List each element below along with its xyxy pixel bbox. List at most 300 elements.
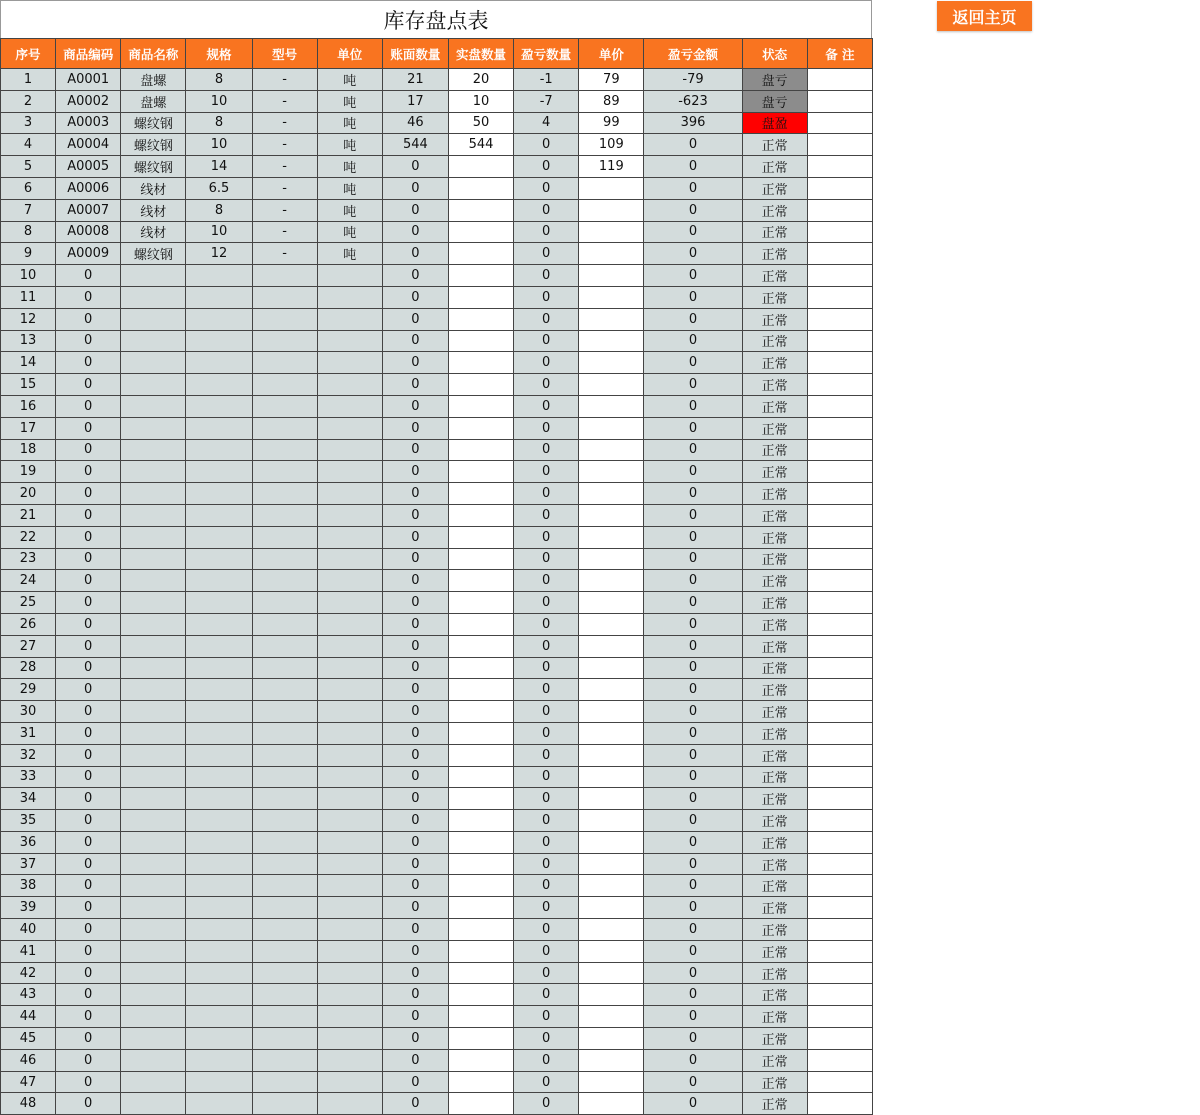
cell-spec[interactable] (186, 788, 252, 810)
cell-index[interactable]: 37 (1, 853, 56, 875)
cell-diff-amount[interactable]: 0 (644, 504, 742, 526)
cell-remark[interactable] (807, 657, 872, 679)
cell-status[interactable]: 正常 (742, 395, 807, 417)
cell-unit[interactable] (317, 286, 382, 308)
cell-index[interactable]: 38 (1, 875, 56, 897)
cell-model[interactable] (252, 417, 317, 439)
cell-model[interactable] (252, 613, 317, 635)
cell-actual-qty[interactable]: 20 (448, 69, 513, 91)
cell-index[interactable]: 41 (1, 940, 56, 962)
col-header-index[interactable]: 序号 (1, 39, 56, 69)
cell-spec[interactable]: 8 (186, 199, 252, 221)
cell-diff-amount[interactable]: 0 (644, 853, 742, 875)
cell-actual-qty[interactable] (448, 613, 513, 635)
cell-code[interactable]: 0 (56, 439, 121, 461)
cell-name[interactable]: 螺纹钢 (121, 112, 186, 134)
cell-book-qty[interactable]: 0 (382, 352, 448, 374)
cell-unit-price[interactable] (579, 1093, 644, 1115)
cell-actual-qty[interactable] (448, 831, 513, 853)
cell-actual-qty[interactable] (448, 592, 513, 614)
cell-book-qty[interactable]: 0 (382, 1028, 448, 1050)
cell-book-qty[interactable]: 0 (382, 962, 448, 984)
cell-actual-qty[interactable] (448, 744, 513, 766)
cell-unit[interactable]: 吨 (317, 69, 382, 91)
cell-status[interactable]: 正常 (742, 1049, 807, 1071)
cell-diff-amount[interactable]: 0 (644, 243, 742, 265)
cell-unit-price[interactable] (579, 701, 644, 723)
cell-remark[interactable] (807, 374, 872, 396)
cell-actual-qty[interactable] (448, 766, 513, 788)
cell-unit[interactable] (317, 352, 382, 374)
cell-diff-amount[interactable]: 0 (644, 722, 742, 744)
cell-unit-price[interactable] (579, 613, 644, 635)
cell-remark[interactable] (807, 919, 872, 941)
return-home-button[interactable]: 返回主页 (937, 1, 1032, 31)
cell-unit[interactable]: 吨 (317, 221, 382, 243)
cell-name[interactable] (121, 1093, 186, 1115)
cell-book-qty[interactable]: 0 (382, 308, 448, 330)
cell-actual-qty[interactable] (448, 1093, 513, 1115)
cell-diff-qty[interactable]: 0 (514, 984, 579, 1006)
cell-code[interactable]: A0004 (56, 134, 121, 156)
cell-unit-price[interactable] (579, 570, 644, 592)
cell-status[interactable]: 正常 (742, 984, 807, 1006)
cell-actual-qty[interactable] (448, 308, 513, 330)
cell-book-qty[interactable]: 0 (382, 788, 448, 810)
cell-actual-qty[interactable] (448, 243, 513, 265)
cell-unit[interactable] (317, 679, 382, 701)
cell-actual-qty[interactable]: 50 (448, 112, 513, 134)
cell-spec[interactable] (186, 417, 252, 439)
cell-unit-price[interactable] (579, 722, 644, 744)
cell-book-qty[interactable]: 0 (382, 657, 448, 679)
cell-code[interactable]: 0 (56, 526, 121, 548)
cell-unit[interactable] (317, 265, 382, 287)
cell-unit[interactable] (317, 962, 382, 984)
cell-unit-price[interactable] (579, 374, 644, 396)
cell-remark[interactable] (807, 1006, 872, 1028)
cell-status[interactable]: 正常 (742, 1006, 807, 1028)
cell-spec[interactable] (186, 810, 252, 832)
cell-unit-price[interactable] (579, 265, 644, 287)
cell-code[interactable]: 0 (56, 1049, 121, 1071)
cell-model[interactable] (252, 286, 317, 308)
cell-model[interactable]: - (252, 243, 317, 265)
cell-model[interactable] (252, 962, 317, 984)
cell-code[interactable]: 0 (56, 286, 121, 308)
cell-diff-qty[interactable]: 0 (514, 395, 579, 417)
cell-diff-amount[interactable]: 0 (644, 374, 742, 396)
cell-book-qty[interactable]: 544 (382, 134, 448, 156)
cell-name[interactable] (121, 308, 186, 330)
cell-index[interactable]: 3 (1, 112, 56, 134)
cell-unit-price[interactable] (579, 897, 644, 919)
cell-unit[interactable] (317, 788, 382, 810)
cell-unit-price[interactable] (579, 1049, 644, 1071)
cell-spec[interactable] (186, 919, 252, 941)
cell-spec[interactable] (186, 526, 252, 548)
cell-status[interactable]: 正常 (742, 897, 807, 919)
cell-remark[interactable] (807, 265, 872, 287)
col-header-book-qty[interactable]: 账面数量 (382, 39, 448, 69)
col-header-remark[interactable]: 备 注 (807, 39, 872, 69)
cell-spec[interactable] (186, 679, 252, 701)
cell-index[interactable]: 16 (1, 395, 56, 417)
cell-book-qty[interactable]: 0 (382, 853, 448, 875)
cell-actual-qty[interactable] (448, 810, 513, 832)
cell-index[interactable]: 17 (1, 417, 56, 439)
cell-status[interactable]: 正常 (742, 352, 807, 374)
cell-spec[interactable] (186, 592, 252, 614)
cell-spec[interactable] (186, 744, 252, 766)
cell-index[interactable]: 48 (1, 1093, 56, 1115)
cell-status[interactable]: 正常 (742, 330, 807, 352)
cell-spec[interactable] (186, 853, 252, 875)
cell-diff-amount[interactable]: 0 (644, 897, 742, 919)
cell-name[interactable] (121, 374, 186, 396)
cell-spec[interactable] (186, 831, 252, 853)
cell-status[interactable]: 正常 (742, 1028, 807, 1050)
cell-remark[interactable] (807, 984, 872, 1006)
cell-diff-amount[interactable]: 0 (644, 352, 742, 374)
cell-index[interactable]: 30 (1, 701, 56, 723)
cell-unit[interactable]: 吨 (317, 156, 382, 178)
cell-code[interactable]: 0 (56, 483, 121, 505)
cell-index[interactable]: 6 (1, 177, 56, 199)
cell-name[interactable] (121, 1049, 186, 1071)
col-header-status[interactable]: 状态 (742, 39, 807, 69)
cell-unit-price[interactable] (579, 352, 644, 374)
cell-unit[interactable]: 吨 (317, 177, 382, 199)
cell-code[interactable]: A0009 (56, 243, 121, 265)
cell-actual-qty[interactable] (448, 919, 513, 941)
cell-spec[interactable]: 12 (186, 243, 252, 265)
cell-status[interactable]: 正常 (742, 1071, 807, 1093)
cell-actual-qty[interactable] (448, 156, 513, 178)
cell-spec[interactable] (186, 504, 252, 526)
cell-index[interactable]: 45 (1, 1028, 56, 1050)
cell-code[interactable]: 0 (56, 1028, 121, 1050)
cell-spec[interactable]: 10 (186, 221, 252, 243)
cell-index[interactable]: 34 (1, 788, 56, 810)
cell-remark[interactable] (807, 788, 872, 810)
cell-diff-amount[interactable]: 0 (644, 875, 742, 897)
cell-model[interactable] (252, 722, 317, 744)
cell-diff-qty[interactable]: 0 (514, 570, 579, 592)
cell-actual-qty[interactable] (448, 701, 513, 723)
cell-diff-qty[interactable]: 0 (514, 243, 579, 265)
cell-unit-price[interactable] (579, 1071, 644, 1093)
cell-diff-qty[interactable]: 4 (514, 112, 579, 134)
cell-diff-qty[interactable]: 0 (514, 1006, 579, 1028)
cell-diff-amount[interactable]: 0 (644, 439, 742, 461)
cell-diff-qty[interactable]: 0 (514, 701, 579, 723)
cell-code[interactable]: 0 (56, 592, 121, 614)
cell-spec[interactable] (186, 308, 252, 330)
cell-code[interactable]: 0 (56, 744, 121, 766)
cell-spec[interactable]: 14 (186, 156, 252, 178)
cell-name[interactable] (121, 788, 186, 810)
cell-remark[interactable] (807, 69, 872, 91)
cell-unit-price[interactable] (579, 657, 644, 679)
cell-diff-amount[interactable]: 0 (644, 461, 742, 483)
cell-unit-price[interactable] (579, 417, 644, 439)
cell-diff-amount[interactable]: 0 (644, 657, 742, 679)
cell-actual-qty[interactable] (448, 853, 513, 875)
cell-unit-price[interactable] (579, 1028, 644, 1050)
cell-name[interactable] (121, 1006, 186, 1028)
cell-unit-price[interactable] (579, 483, 644, 505)
cell-model[interactable] (252, 1006, 317, 1028)
cell-diff-amount[interactable]: 0 (644, 679, 742, 701)
cell-index[interactable]: 40 (1, 919, 56, 941)
cell-status[interactable]: 正常 (742, 243, 807, 265)
cell-name[interactable] (121, 962, 186, 984)
cell-remark[interactable] (807, 853, 872, 875)
cell-name[interactable] (121, 526, 186, 548)
cell-code[interactable]: 0 (56, 940, 121, 962)
cell-status[interactable]: 正常 (742, 940, 807, 962)
cell-code[interactable]: A0002 (56, 90, 121, 112)
cell-spec[interactable] (186, 395, 252, 417)
cell-model[interactable] (252, 461, 317, 483)
cell-unit[interactable] (317, 613, 382, 635)
cell-unit-price[interactable] (579, 395, 644, 417)
cell-model[interactable] (252, 1071, 317, 1093)
cell-name[interactable] (121, 919, 186, 941)
cell-unit[interactable] (317, 897, 382, 919)
cell-diff-qty[interactable]: 0 (514, 221, 579, 243)
cell-remark[interactable] (807, 221, 872, 243)
cell-name[interactable] (121, 483, 186, 505)
cell-unit-price[interactable] (579, 962, 644, 984)
cell-remark[interactable] (807, 330, 872, 352)
cell-spec[interactable] (186, 613, 252, 635)
cell-book-qty[interactable]: 0 (382, 919, 448, 941)
cell-spec[interactable] (186, 374, 252, 396)
cell-code[interactable]: 0 (56, 701, 121, 723)
cell-diff-qty[interactable]: 0 (514, 1049, 579, 1071)
cell-index[interactable]: 13 (1, 330, 56, 352)
cell-name[interactable] (121, 504, 186, 526)
cell-diff-amount[interactable]: 0 (644, 199, 742, 221)
cell-diff-qty[interactable]: 0 (514, 156, 579, 178)
cell-book-qty[interactable]: 0 (382, 679, 448, 701)
cell-unit-price[interactable] (579, 1006, 644, 1028)
cell-code[interactable]: 0 (56, 875, 121, 897)
cell-model[interactable] (252, 984, 317, 1006)
cell-code[interactable]: A0001 (56, 69, 121, 91)
cell-status[interactable]: 正常 (742, 483, 807, 505)
cell-unit-price[interactable] (579, 679, 644, 701)
cell-remark[interactable] (807, 504, 872, 526)
cell-actual-qty[interactable] (448, 352, 513, 374)
cell-actual-qty[interactable]: 544 (448, 134, 513, 156)
cell-name[interactable]: 盘螺 (121, 90, 186, 112)
cell-spec[interactable] (186, 962, 252, 984)
cell-unit-price[interactable] (579, 243, 644, 265)
cell-actual-qty[interactable] (448, 984, 513, 1006)
cell-status[interactable]: 盘亏 (742, 69, 807, 91)
cell-spec[interactable] (186, 1093, 252, 1115)
cell-diff-qty[interactable]: 0 (514, 199, 579, 221)
cell-remark[interactable] (807, 548, 872, 570)
cell-diff-amount[interactable]: -623 (644, 90, 742, 112)
cell-book-qty[interactable]: 0 (382, 199, 448, 221)
cell-name[interactable] (121, 875, 186, 897)
cell-book-qty[interactable]: 0 (382, 1006, 448, 1028)
cell-book-qty[interactable]: 0 (382, 439, 448, 461)
cell-index[interactable]: 27 (1, 635, 56, 657)
cell-index[interactable]: 9 (1, 243, 56, 265)
cell-spec[interactable] (186, 265, 252, 287)
cell-status[interactable]: 正常 (742, 1093, 807, 1115)
cell-status[interactable]: 盘亏 (742, 90, 807, 112)
cell-actual-qty[interactable] (448, 635, 513, 657)
cell-unit-price[interactable] (579, 461, 644, 483)
cell-diff-amount[interactable]: 0 (644, 984, 742, 1006)
col-header-diff-amount[interactable]: 盈亏金额 (644, 39, 742, 69)
cell-code[interactable]: 0 (56, 722, 121, 744)
col-header-code[interactable]: 商品编码 (56, 39, 121, 69)
cell-name[interactable] (121, 265, 186, 287)
cell-diff-qty[interactable]: 0 (514, 897, 579, 919)
cell-spec[interactable] (186, 635, 252, 657)
cell-actual-qty[interactable] (448, 395, 513, 417)
cell-diff-amount[interactable]: 0 (644, 635, 742, 657)
cell-remark[interactable] (807, 483, 872, 505)
cell-actual-qty[interactable] (448, 722, 513, 744)
cell-remark[interactable] (807, 177, 872, 199)
cell-index[interactable]: 7 (1, 199, 56, 221)
cell-remark[interactable] (807, 1049, 872, 1071)
cell-index[interactable]: 24 (1, 570, 56, 592)
cell-status[interactable]: 正常 (742, 199, 807, 221)
cell-index[interactable]: 29 (1, 679, 56, 701)
cell-unit[interactable] (317, 940, 382, 962)
cell-diff-amount[interactable]: 0 (644, 766, 742, 788)
cell-actual-qty[interactable] (448, 570, 513, 592)
cell-unit-price[interactable] (579, 766, 644, 788)
cell-unit[interactable] (317, 374, 382, 396)
cell-unit-price[interactable] (579, 526, 644, 548)
cell-diff-qty[interactable]: 0 (514, 548, 579, 570)
cell-model[interactable]: - (252, 69, 317, 91)
cell-model[interactable] (252, 548, 317, 570)
cell-code[interactable]: 0 (56, 962, 121, 984)
cell-remark[interactable] (807, 526, 872, 548)
cell-actual-qty[interactable] (448, 679, 513, 701)
cell-actual-qty[interactable] (448, 177, 513, 199)
cell-diff-amount[interactable]: 0 (644, 810, 742, 832)
cell-unit[interactable] (317, 744, 382, 766)
cell-unit[interactable] (317, 1006, 382, 1028)
cell-unit[interactable] (317, 417, 382, 439)
cell-name[interactable] (121, 395, 186, 417)
cell-index[interactable]: 31 (1, 722, 56, 744)
cell-book-qty[interactable]: 0 (382, 984, 448, 1006)
cell-diff-amount[interactable]: 0 (644, 330, 742, 352)
cell-book-qty[interactable]: 0 (382, 177, 448, 199)
cell-name[interactable] (121, 701, 186, 723)
cell-model[interactable] (252, 504, 317, 526)
cell-unit[interactable] (317, 592, 382, 614)
cell-code[interactable]: 0 (56, 570, 121, 592)
cell-diff-qty[interactable]: 0 (514, 592, 579, 614)
cell-index[interactable]: 4 (1, 134, 56, 156)
cell-model[interactable] (252, 330, 317, 352)
cell-diff-qty[interactable]: 0 (514, 1093, 579, 1115)
cell-model[interactable] (252, 439, 317, 461)
cell-remark[interactable] (807, 635, 872, 657)
cell-unit[interactable]: 吨 (317, 134, 382, 156)
cell-book-qty[interactable]: 0 (382, 395, 448, 417)
cell-status[interactable]: 盘盈 (742, 112, 807, 134)
cell-actual-qty[interactable] (448, 1049, 513, 1071)
cell-book-qty[interactable]: 0 (382, 286, 448, 308)
cell-code[interactable]: A0005 (56, 156, 121, 178)
cell-model[interactable] (252, 810, 317, 832)
cell-status[interactable]: 正常 (742, 831, 807, 853)
cell-book-qty[interactable]: 0 (382, 810, 448, 832)
cell-diff-qty[interactable]: 0 (514, 875, 579, 897)
cell-model[interactable] (252, 788, 317, 810)
cell-index[interactable]: 46 (1, 1049, 56, 1071)
cell-actual-qty[interactable] (448, 286, 513, 308)
cell-remark[interactable] (807, 831, 872, 853)
cell-unit-price[interactable]: 99 (579, 112, 644, 134)
cell-spec[interactable] (186, 701, 252, 723)
cell-diff-amount[interactable]: 0 (644, 1028, 742, 1050)
cell-unit-price[interactable] (579, 984, 644, 1006)
cell-index[interactable]: 25 (1, 592, 56, 614)
cell-unit[interactable] (317, 483, 382, 505)
cell-actual-qty[interactable] (448, 657, 513, 679)
cell-unit[interactable] (317, 919, 382, 941)
cell-code[interactable]: 0 (56, 1071, 121, 1093)
cell-diff-amount[interactable]: 396 (644, 112, 742, 134)
cell-book-qty[interactable]: 0 (382, 461, 448, 483)
cell-index[interactable]: 33 (1, 766, 56, 788)
cell-name[interactable] (121, 439, 186, 461)
cell-code[interactable]: 0 (56, 897, 121, 919)
col-header-actual-qty[interactable]: 实盘数量 (448, 39, 513, 69)
cell-diff-amount[interactable]: 0 (644, 395, 742, 417)
cell-book-qty[interactable]: 0 (382, 526, 448, 548)
cell-index[interactable]: 39 (1, 897, 56, 919)
cell-name[interactable] (121, 984, 186, 1006)
cell-status[interactable]: 正常 (742, 156, 807, 178)
cell-unit-price[interactable] (579, 177, 644, 199)
cell-unit-price[interactable]: 89 (579, 90, 644, 112)
cell-name[interactable] (121, 635, 186, 657)
cell-remark[interactable] (807, 286, 872, 308)
cell-diff-qty[interactable]: 0 (514, 940, 579, 962)
cell-status[interactable]: 正常 (742, 374, 807, 396)
cell-diff-qty[interactable]: 0 (514, 766, 579, 788)
cell-model[interactable] (252, 657, 317, 679)
cell-book-qty[interactable]: 0 (382, 831, 448, 853)
cell-diff-qty[interactable]: 0 (514, 330, 579, 352)
cell-name[interactable] (121, 613, 186, 635)
cell-code[interactable]: A0006 (56, 177, 121, 199)
cell-unit[interactable] (317, 810, 382, 832)
cell-index[interactable]: 44 (1, 1006, 56, 1028)
cell-remark[interactable] (807, 1028, 872, 1050)
cell-unit[interactable] (317, 635, 382, 657)
cell-name[interactable]: 螺纹钢 (121, 243, 186, 265)
cell-name[interactable] (121, 1028, 186, 1050)
